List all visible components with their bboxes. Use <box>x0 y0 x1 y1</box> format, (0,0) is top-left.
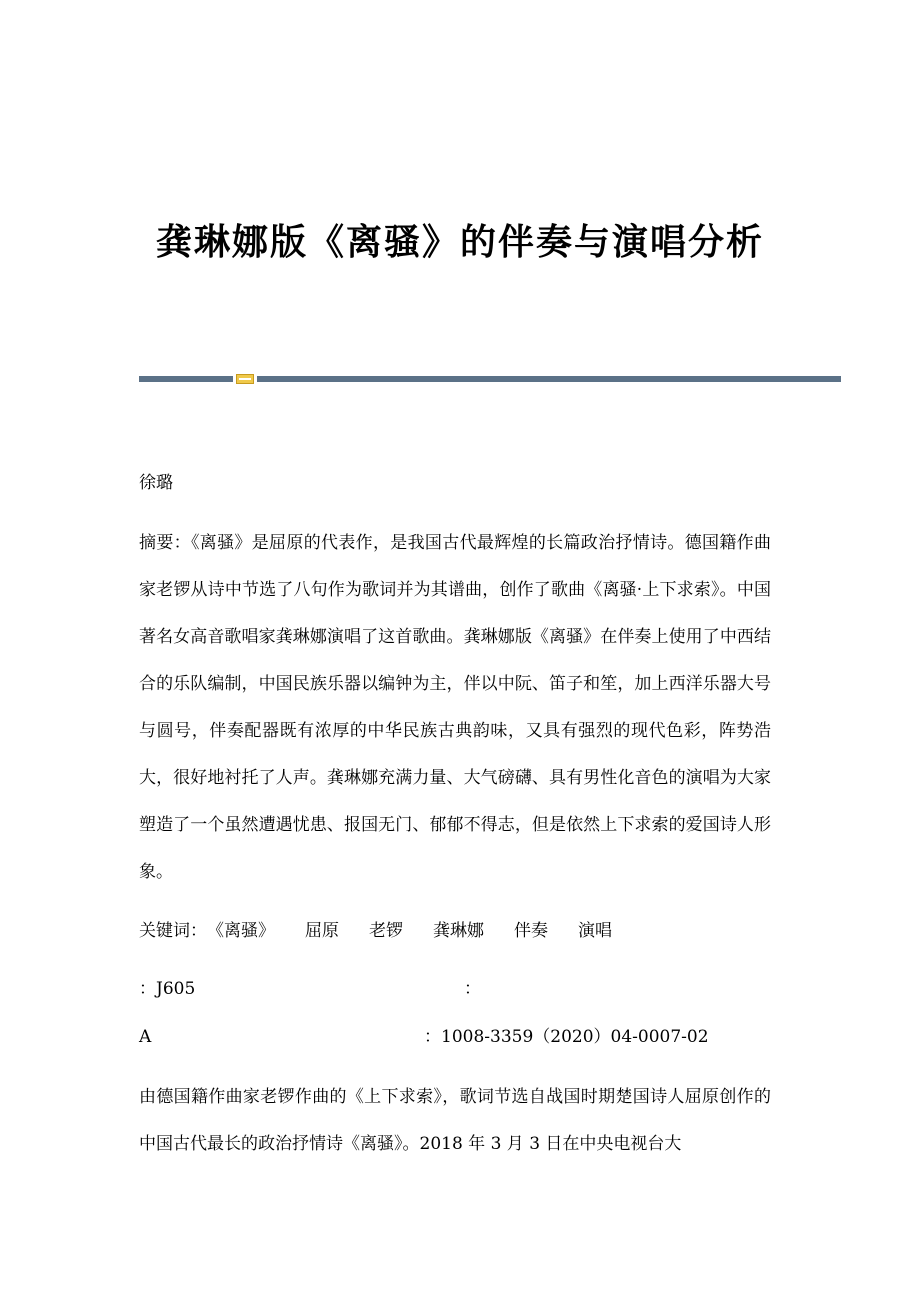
body-paragraph: 由德国籍作曲家老锣作曲的《上下求索》，歌词节选自战国时期楚国诗人屈原创作的中国古代最长的政治抒情诗《离骚》。2018 年 3 月 3 日在中央电视台大 <box>139 1087 771 1154</box>
keyword-item: 屈原 <box>305 921 339 941</box>
document-code-row <box>139 1020 779 1054</box>
keyword-item: 老锣 <box>369 921 403 941</box>
keyword-item: 演唱 <box>578 921 612 941</box>
envelope-icon <box>236 374 254 384</box>
divider-bar-left <box>139 376 233 382</box>
article-number: ：1008-3359（2020）04-0007-02 <box>424 1027 709 1047</box>
classification-row <box>139 972 779 1006</box>
divider-bar-right <box>257 376 841 382</box>
keywords-label: 关键词： <box>139 921 207 941</box>
document-code: A <box>139 1027 152 1047</box>
keywords-line <box>139 914 642 948</box>
classification-colon: ： <box>464 979 481 999</box>
keyword-item: 龚琳娜 <box>433 921 484 941</box>
document-title: 龚琳娜版《离骚》的伴奏与演唱分析 <box>155 221 764 263</box>
keyword-item: 伴奏 <box>514 921 548 941</box>
author-name: 徐璐 <box>139 473 173 493</box>
classification-code: ：J605 <box>139 979 196 999</box>
keyword-item: 《离骚》 <box>207 921 275 941</box>
abstract-paragraph: 摘要：《离骚》是屈原的代表作，是我国古代最辉煌的长篇政治抒情诗。德国籍作曲家老锣从诗中节选了八句作为歌词并为其谱曲，创作了歌曲《离骚·上下求索》。中国著名女高音歌唱家龚琳娜演唱了这首歌曲。龚琳娜版《离骚》在伴奏上使用了中西结合的乐队编制，中国民族乐器以编钟为主，伴以中阮、笛子和笙，加上西洋乐器大号与圆号，伴奏配器既有浓厚的中华民族古典韵味，又具有强烈的现代色彩，阵势浩大，很好地衬托了人声。龚琳娜充满力量、大气磅礴、具有男性化音色的演唱为大家塑造了一个虽然遭遇忧患、报国无门、郁郁不得志，但是依然上下求索的爱国诗人形象。 <box>139 533 771 882</box>
title-divider <box>139 374 841 384</box>
